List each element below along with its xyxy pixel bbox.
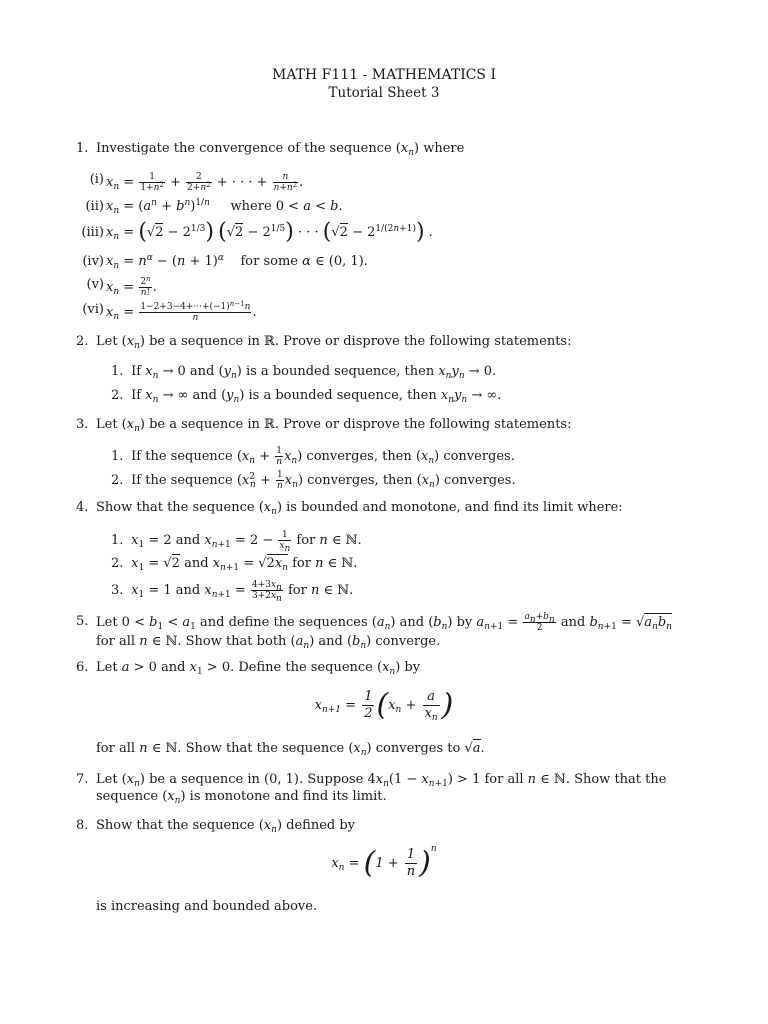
- question-number: 5.: [76, 614, 89, 629]
- q2-item-1: 1. If $x_n \to 0$ and $(y_n)$ is a bounded sequence, then $x_ny_n \to 0$.: [111, 364, 497, 381]
- question-text: Let $0 < b_1 < a_1$ and define the sequences $(a_n)$ and $(b_n)$ by $a_{n+1}$ = $\frac{a_n+b_n}{2}$ and $b_{n+1} = √a_nb_n$ for all n ∈ ℕ. Show that both $(a_n)$ and $(b_n)$ converge.: [96, 612, 672, 651]
- q2-item-2: 2. If $x_n$ → ∞ and $(y_n)$ is a bounded sequence, then $x_ny_n$ → ∞.: [111, 388, 502, 405]
- q3-item-1: 1. If the sequence ($x_n$ + $\frac{1}{n}$ $x_n$) converges, then $(x_n)$ converges.: [111, 446, 515, 467]
- question-text: Let $(x_n)$ be a sequence in ℝ. Prove or disprove the following statements:: [96, 334, 572, 351]
- q8-after-text: is increasing and bounded above.: [96, 899, 318, 914]
- sheet-subtitle: Tutorial Sheet 3: [328, 85, 440, 101]
- question-text: Let a > 0 and $x_1 > 0$. Define the sequence $(x_n)$ by: [96, 660, 421, 677]
- q4-item-1: 1. $x_1 = 2$ and $x_{n+1} = 2$ − $\frac{1}{x_n}$ for n ∈ ℕ.: [111, 530, 362, 554]
- q1-item-math: $x_n = (a^n + b^n)^{1/n}$ where 0 < a < b.: [106, 198, 343, 216]
- question-text: Let $(x_n)$ be a sequence in (0, 1). Suppose $4x_n(1 - x_{n+1}) > 1$ for all n ∈ ℕ. Show that the sequence $(x_n)$ is monotone and find its limit.: [96, 772, 667, 806]
- course-title: MATH F111 - MATHEMATICS I: [271, 67, 497, 83]
- question-number: 2.: [76, 334, 89, 349]
- question-number: 1.: [76, 141, 89, 156]
- q1-item-math: $x_n$ = $\frac{1-2+3-4+\cdot\cdot\cdot+(-1)^{n-1}n}{n}$ .: [106, 300, 257, 323]
- q6-display-equation: $x_{n+1}$ = $\frac{1}{2}$ ($x_n$ + $\frac{a}{x_n}$ ): [314, 687, 454, 723]
- question-text: Show that the sequence $(x_n)$ is bounded and monotone, and find its limit where:: [96, 500, 623, 517]
- question-text: Investigate the convergence of the sequence $(x_n)$ where: [96, 141, 465, 158]
- question-text: Show that the sequence $(x_n)$ defined by: [96, 818, 356, 835]
- q8-display-equation: $x_n = (1$ + $\frac{1}{n}$ )$^n$: [331, 844, 437, 881]
- q6-after-text: for all n ∈ ℕ. Show that the sequence $(x_n)$ converges to √a.: [96, 741, 485, 758]
- document-header: [0, 66, 768, 102]
- q1-item-math: $x_n$ = $\frac{2^n}{n!}$ .: [106, 275, 157, 298]
- question-number: 7.: [76, 772, 89, 787]
- question-text: Let $(x_n)$ be a sequence in ℝ. Prove or disprove the following statements:: [96, 417, 572, 434]
- question-number: 3.: [76, 417, 89, 432]
- q4-item-2: 2. $x_1 = √2$ and $x_{n+1} = √2x_n$ for n ∈ ℕ.: [111, 556, 358, 573]
- q1-item-math: $x_n$ = $\frac{1}{1+n^2}$ + $\frac{2}{2+n^2}$ + · · · + $\frac{n}{n+n^2}$ .: [106, 172, 304, 193]
- q1-item-math: $x_n = n^\alpha - (n + 1)^\alpha$ for some α ∈ (0, 1).: [106, 253, 368, 271]
- question-7: [76, 772, 702, 806]
- q4-item-3: 3. $x_1 = 1$ and $x_{n+1}$ = $\frac{4+3x_n}{3+2x_n}$ for n ∈ ℕ.: [111, 580, 354, 604]
- question-number: 6.: [76, 660, 89, 675]
- question-number: 8.: [76, 818, 89, 833]
- question-number: 4.: [76, 500, 89, 515]
- q1-item-math: $x_n = (√2 - 2^{1/3}) (√2 - 2^{1/5})$ · · · $(√2 - 2^{1/(2n+1)})$ .: [106, 219, 433, 245]
- q3-item-2: 2. If the sequence ($x^2_n$ + $\frac{1}{n}$ $x_n$) converges, then $(x_n)$ converges.: [111, 470, 516, 491]
- question-5: [76, 612, 702, 651]
